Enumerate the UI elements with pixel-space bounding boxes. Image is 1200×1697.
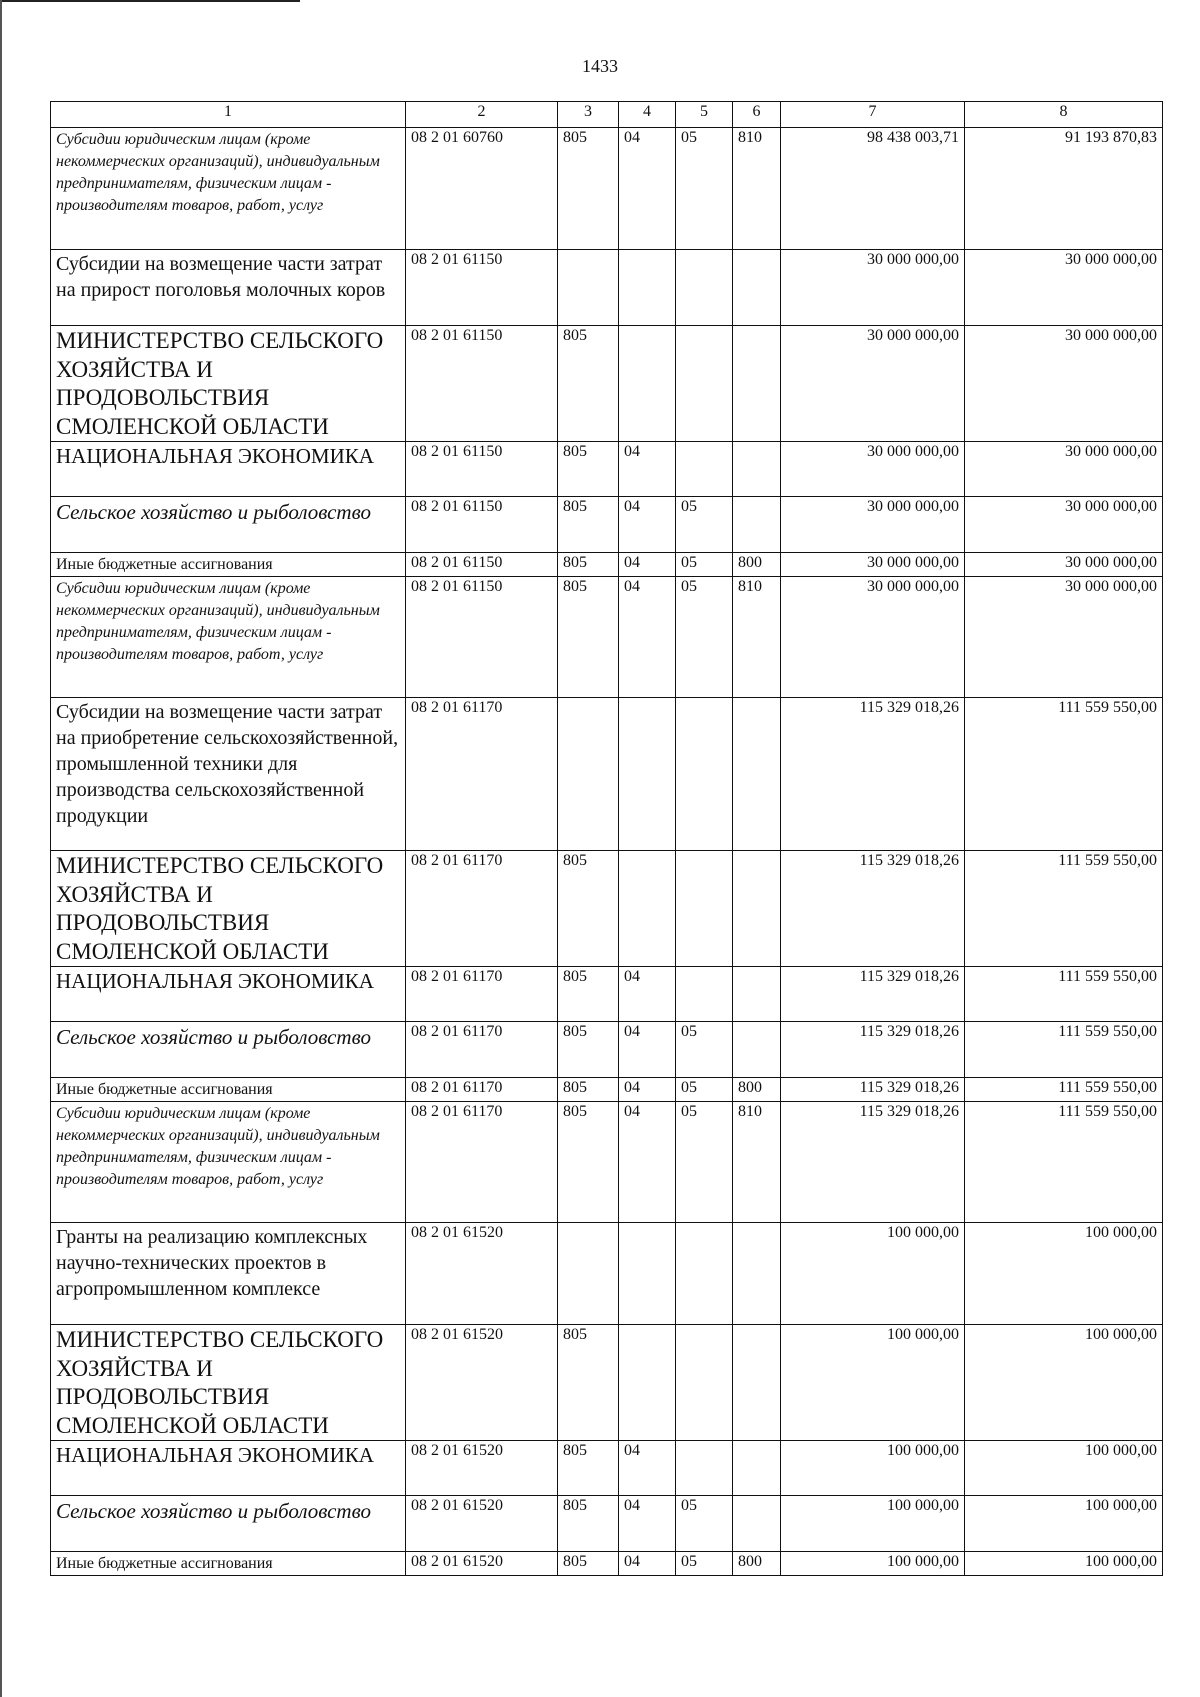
subsection-code: 05 <box>676 1496 733 1552</box>
department-code: 805 <box>558 1022 619 1078</box>
expense-type-code <box>733 1441 781 1496</box>
expense-type-code <box>733 851 781 967</box>
row-name: Субсидии на возмещение части затрат на приобретение сельскохозяйственной, промышленной техники для производства сельскохозяйственной продукции <box>51 698 406 851</box>
target-article-code: 08 2 01 61520 <box>406 1223 558 1325</box>
expense-type-code <box>733 967 781 1022</box>
scan-edge-mark <box>0 0 300 2</box>
subsection-code <box>676 250 733 326</box>
department-code: 805 <box>558 1102 619 1223</box>
section-code: 04 <box>619 1441 676 1496</box>
target-article-code: 08 2 01 61170 <box>406 698 558 851</box>
subsection-code <box>676 1325 733 1441</box>
row-name: Гранты на реализацию комплексных научно-технических проектов в агропромышленном комплексе <box>51 1223 406 1325</box>
amount-year-2: 30 000 000,00 <box>965 442 1163 497</box>
subsection-code: 05 <box>676 1102 733 1223</box>
column-header: 6 <box>733 102 781 128</box>
subsection-code <box>676 1441 733 1496</box>
column-header: 5 <box>676 102 733 128</box>
row-name: НАЦИОНАЛЬНАЯ ЭКОНОМИКА <box>51 442 406 497</box>
department-code: 805 <box>558 128 619 250</box>
row-name: Иные бюджетные ассигнования <box>51 1552 406 1576</box>
target-article-code: 08 2 01 61520 <box>406 1552 558 1576</box>
row-name: Сельское хозяйство и рыболовство <box>51 1496 406 1552</box>
subsection-code <box>676 967 733 1022</box>
row-name: НАЦИОНАЛЬНАЯ ЭКОНОМИКА <box>51 1441 406 1496</box>
department-code: 805 <box>558 326 619 442</box>
target-article-code: 08 2 01 61520 <box>406 1325 558 1441</box>
amount-year-2: 30 000 000,00 <box>965 553 1163 577</box>
section-code <box>619 698 676 851</box>
table-row <box>51 250 1163 326</box>
department-code: 805 <box>558 1325 619 1441</box>
amount-year-2: 100 000,00 <box>965 1223 1163 1325</box>
department-code <box>558 698 619 851</box>
target-article-code: 08 2 01 60760 <box>406 128 558 250</box>
amount-year-1: 100 000,00 <box>781 1441 965 1496</box>
expense-type-code <box>733 326 781 442</box>
subsection-code <box>676 851 733 967</box>
department-code <box>558 1223 619 1325</box>
expense-type-code <box>733 1022 781 1078</box>
amount-year-2: 30 000 000,00 <box>965 326 1163 442</box>
column-header: 7 <box>781 102 965 128</box>
amount-year-2: 111 559 550,00 <box>965 1102 1163 1223</box>
row-name: НАЦИОНАЛЬНАЯ ЭКОНОМИКА <box>51 967 406 1022</box>
department-code: 805 <box>558 1552 619 1576</box>
section-code: 04 <box>619 497 676 553</box>
target-article-code: 08 2 01 61170 <box>406 967 558 1022</box>
table-row <box>51 1022 1163 1078</box>
section-code: 04 <box>619 128 676 250</box>
section-code: 04 <box>619 1102 676 1223</box>
row-name: Субсидии юридическим лицам (кроме некоммерческих организаций), индивидуальным предпринимателям, физическим лицам - производителям товаров, работ, услуг <box>51 1102 406 1223</box>
amount-year-2: 100 000,00 <box>965 1325 1163 1441</box>
expense-type-code <box>733 497 781 553</box>
table-row <box>51 326 1163 442</box>
target-article-code: 08 2 01 61170 <box>406 1078 558 1102</box>
row-name: Иные бюджетные ассигнования <box>51 553 406 577</box>
column-header: 1 <box>51 102 406 128</box>
subsection-code <box>676 698 733 851</box>
expense-type-code <box>733 1325 781 1441</box>
expense-type-code <box>733 1496 781 1552</box>
row-name: Субсидии юридическим лицам (кроме некоммерческих организаций), индивидуальным предпринимателям, физическим лицам - производителям товаров, работ, услуг <box>51 128 406 250</box>
expense-type-code: 810 <box>733 577 781 698</box>
amount-year-1: 30 000 000,00 <box>781 442 965 497</box>
section-code: 04 <box>619 442 676 497</box>
expense-type-code: 810 <box>733 1102 781 1223</box>
target-article-code: 08 2 01 61150 <box>406 442 558 497</box>
expense-type-code <box>733 698 781 851</box>
table-row <box>51 1552 1163 1576</box>
amount-year-2: 111 559 550,00 <box>965 1078 1163 1102</box>
department-code: 805 <box>558 1496 619 1552</box>
department-code: 805 <box>558 553 619 577</box>
department-code: 805 <box>558 851 619 967</box>
amount-year-1: 30 000 000,00 <box>781 553 965 577</box>
expense-type-code: 800 <box>733 1078 781 1102</box>
table-row <box>51 698 1163 851</box>
amount-year-2: 111 559 550,00 <box>965 967 1163 1022</box>
subsection-code: 05 <box>676 1022 733 1078</box>
amount-year-2: 100 000,00 <box>965 1441 1163 1496</box>
row-name: Субсидии на возмещение части затрат на прирост поголовья молочных коров <box>51 250 406 326</box>
table-row <box>51 1325 1163 1441</box>
target-article-code: 08 2 01 61150 <box>406 553 558 577</box>
amount-year-1: 98 438 003,71 <box>781 128 965 250</box>
target-article-code: 08 2 01 61170 <box>406 851 558 967</box>
section-code <box>619 326 676 442</box>
table-row <box>51 1078 1163 1102</box>
table-row <box>51 851 1163 967</box>
amount-year-1: 30 000 000,00 <box>781 497 965 553</box>
row-name: Сельское хозяйство и рыболовство <box>51 497 406 553</box>
row-name: Субсидии юридическим лицам (кроме некоммерческих организаций), индивидуальным предпринимателям, физическим лицам - производителям товаров, работ, услуг <box>51 577 406 698</box>
section-code: 04 <box>619 967 676 1022</box>
department-code: 805 <box>558 577 619 698</box>
row-name: МИНИСТЕРСТВО СЕЛЬСКОГО ХОЗЯЙСТВА И ПРОДОВОЛЬСТВИЯ СМОЛЕНСКОЙ ОБЛАСТИ <box>51 851 406 967</box>
amount-year-2: 91 193 870,83 <box>965 128 1163 250</box>
target-article-code: 08 2 01 61150 <box>406 577 558 698</box>
amount-year-1: 115 329 018,26 <box>781 1022 965 1078</box>
amount-year-1: 115 329 018,26 <box>781 851 965 967</box>
row-name: Сельское хозяйство и рыболовство <box>51 1022 406 1078</box>
subsection-code: 05 <box>676 553 733 577</box>
amount-year-2: 100 000,00 <box>965 1552 1163 1576</box>
table-row <box>51 1223 1163 1325</box>
amount-year-2: 30 000 000,00 <box>965 577 1163 698</box>
table-row <box>51 553 1163 577</box>
subsection-code: 05 <box>676 497 733 553</box>
table-row <box>51 1441 1163 1496</box>
column-header: 4 <box>619 102 676 128</box>
amount-year-2: 111 559 550,00 <box>965 698 1163 851</box>
section-code <box>619 1223 676 1325</box>
column-header: 3 <box>558 102 619 128</box>
subsection-code <box>676 326 733 442</box>
table-row <box>51 128 1163 250</box>
row-name: МИНИСТЕРСТВО СЕЛЬСКОГО ХОЗЯЙСТВА И ПРОДОВОЛЬСТВИЯ СМОЛЕНСКОЙ ОБЛАСТИ <box>51 326 406 442</box>
subsection-code: 05 <box>676 1078 733 1102</box>
amount-year-1: 30 000 000,00 <box>781 326 965 442</box>
subsection-code: 05 <box>676 577 733 698</box>
table-row <box>51 1102 1163 1223</box>
amount-year-1: 115 329 018,26 <box>781 1078 965 1102</box>
subsection-code <box>676 442 733 497</box>
column-header: 8 <box>965 102 1163 128</box>
table-header-row <box>51 102 1163 128</box>
amount-year-2: 100 000,00 <box>965 1496 1163 1552</box>
section-code <box>619 250 676 326</box>
department-code: 805 <box>558 1441 619 1496</box>
section-code: 04 <box>619 1496 676 1552</box>
expense-type-code <box>733 442 781 497</box>
row-name: МИНИСТЕРСТВО СЕЛЬСКОГО ХОЗЯЙСТВА И ПРОДОВОЛЬСТВИЯ СМОЛЕНСКОЙ ОБЛАСТИ <box>51 1325 406 1441</box>
amount-year-1: 115 329 018,26 <box>781 698 965 851</box>
target-article-code: 08 2 01 61520 <box>406 1496 558 1552</box>
amount-year-1: 115 329 018,26 <box>781 1102 965 1223</box>
table-row <box>51 1496 1163 1552</box>
subsection-code: 05 <box>676 1552 733 1576</box>
table-row <box>51 577 1163 698</box>
row-name: Иные бюджетные ассигнования <box>51 1078 406 1102</box>
department-code: 805 <box>558 442 619 497</box>
department-code: 805 <box>558 497 619 553</box>
target-article-code: 08 2 01 61520 <box>406 1441 558 1496</box>
expense-type-code: 810 <box>733 128 781 250</box>
section-code: 04 <box>619 1552 676 1576</box>
amount-year-1: 100 000,00 <box>781 1496 965 1552</box>
target-article-code: 08 2 01 61150 <box>406 497 558 553</box>
department-code: 805 <box>558 1078 619 1102</box>
expense-type-code: 800 <box>733 1552 781 1576</box>
page-number: 1433 <box>582 56 618 76</box>
section-code: 04 <box>619 553 676 577</box>
amount-year-1: 115 329 018,26 <box>781 967 965 1022</box>
department-code <box>558 250 619 326</box>
subsection-code <box>676 1223 733 1325</box>
department-code: 805 <box>558 967 619 1022</box>
target-article-code: 08 2 01 61170 <box>406 1102 558 1223</box>
amount-year-2: 111 559 550,00 <box>965 851 1163 967</box>
amount-year-1: 30 000 000,00 <box>781 577 965 698</box>
budget-table <box>50 101 1163 1576</box>
amount-year-2: 30 000 000,00 <box>965 497 1163 553</box>
amount-year-1: 100 000,00 <box>781 1325 965 1441</box>
section-code <box>619 851 676 967</box>
target-article-code: 08 2 01 61170 <box>406 1022 558 1078</box>
expense-type-code <box>733 1223 781 1325</box>
section-code <box>619 1325 676 1441</box>
scan-edge-mark <box>0 0 2 1697</box>
subsection-code: 05 <box>676 128 733 250</box>
target-article-code: 08 2 01 61150 <box>406 250 558 326</box>
amount-year-1: 100 000,00 <box>781 1223 965 1325</box>
table-row <box>51 497 1163 553</box>
amount-year-2: 30 000 000,00 <box>965 250 1163 326</box>
amount-year-1: 30 000 000,00 <box>781 250 965 326</box>
target-article-code: 08 2 01 61150 <box>406 326 558 442</box>
section-code: 04 <box>619 577 676 698</box>
amount-year-2: 111 559 550,00 <box>965 1022 1163 1078</box>
section-code: 04 <box>619 1022 676 1078</box>
section-code: 04 <box>619 1078 676 1102</box>
column-header: 2 <box>406 102 558 128</box>
table-row <box>51 967 1163 1022</box>
expense-type-code: 800 <box>733 553 781 577</box>
amount-year-1: 100 000,00 <box>781 1552 965 1576</box>
table-row <box>51 442 1163 497</box>
expense-type-code <box>733 250 781 326</box>
